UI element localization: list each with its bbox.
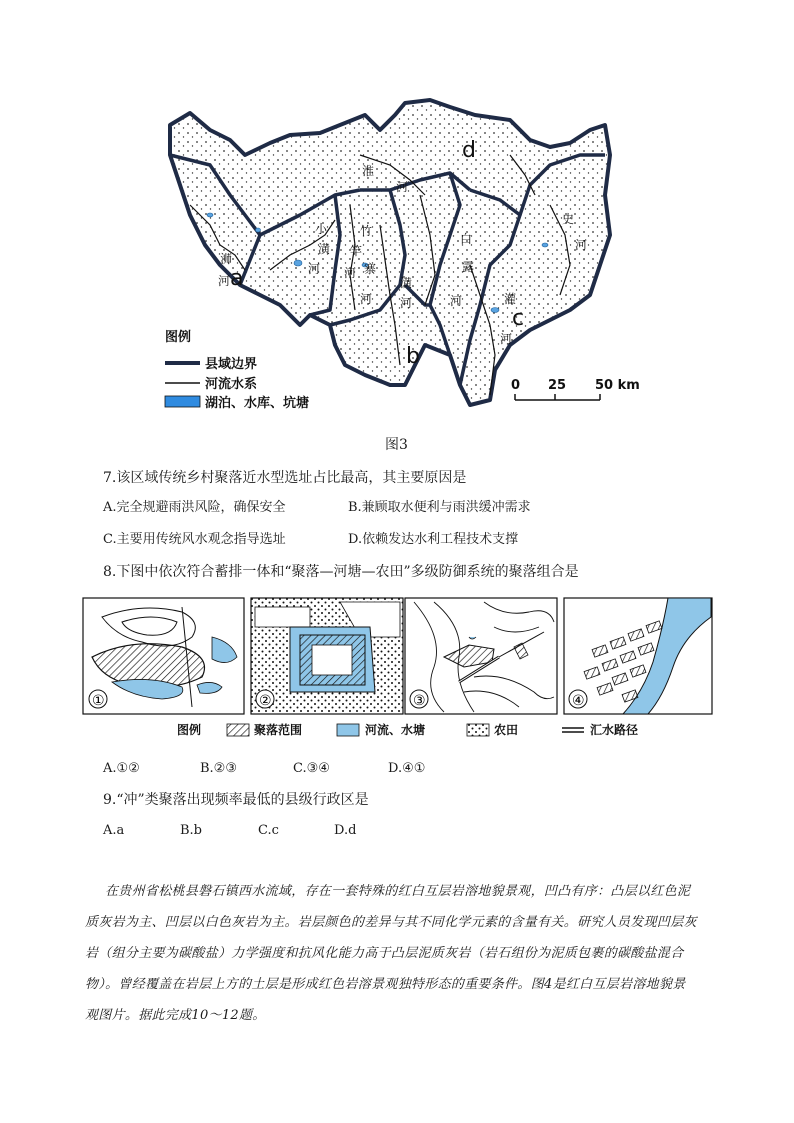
river-label: 小 xyxy=(315,222,328,236)
q8-option-c[interactable]: C.③④ xyxy=(293,761,330,776)
q8-panel-1 xyxy=(83,598,244,714)
region-letter-a: a xyxy=(230,266,244,291)
river-label: 河 xyxy=(500,332,513,346)
passage-line: 物）。曾经覆盖在岩层上方的土层是形成红色岩溶景观独特形态的重要条件。图4是红白互层岩溶地貌景 xyxy=(85,977,686,992)
svg-text:②: ② xyxy=(259,693,272,709)
q8-panel-4 xyxy=(564,598,712,714)
river-label: 河 xyxy=(344,266,357,280)
svg-text:④: ④ xyxy=(572,693,585,709)
region-letter-c: c xyxy=(512,306,525,331)
q8-figures xyxy=(82,597,714,742)
q7-option-d[interactable]: D.依赖发达水利工程技术支撑 xyxy=(348,532,519,547)
river-label: 淮 xyxy=(362,164,375,178)
svg-text:①: ① xyxy=(92,693,105,709)
q8-legend-water: 河流、水塘 xyxy=(365,723,426,737)
svg-text:③: ③ xyxy=(413,693,426,709)
q9-option-a[interactable]: A.a xyxy=(103,823,125,838)
figure3-caption: 图3 xyxy=(385,437,408,453)
river-label: 潢 xyxy=(400,276,413,290)
region-letter-b: b xyxy=(406,344,420,369)
q9-option-d[interactable]: D.d xyxy=(334,823,357,838)
q8-legend-title: 图例 xyxy=(177,723,202,737)
region-letter-d: d xyxy=(462,138,476,163)
map-legend-county: 县域边界 xyxy=(205,357,258,372)
river-label: 河 xyxy=(218,274,231,288)
passage-line: 观图片。据此完成10～12题。 xyxy=(85,1008,266,1023)
river-label: 河 xyxy=(400,296,413,310)
q8-legend-catchment: 汇水路径 xyxy=(590,723,639,737)
river-label: 寨 xyxy=(364,262,377,276)
q7-option-a[interactable]: A.完全规避雨洪风险，确保安全 xyxy=(103,500,286,515)
scale-bar xyxy=(511,378,640,400)
map-legend-title: 图例 xyxy=(165,330,192,345)
river-label: 河 xyxy=(450,294,463,308)
map-legend-river: 河流水系 xyxy=(205,377,258,392)
q9-stem: 9.“冲”类聚落出现频率最低的县级行政区是 xyxy=(103,792,369,808)
q8-legend-settlement: 聚落范围 xyxy=(254,723,303,737)
river-label: 竹 xyxy=(360,224,373,238)
river-label: 河 xyxy=(360,292,373,306)
passage-line: 质灰岩为主、凹层以白色灰岩为主。岩层颜色的差异与其不同化学元素的含量有关。研究人员发现凹层灰 xyxy=(85,915,697,930)
q7-stem: 7.该区域传统乡村聚落近水型选址占比最高，其主要原因是 xyxy=(103,470,467,486)
svg-text:0: 0 xyxy=(511,378,521,393)
river-label: 河 xyxy=(575,238,588,252)
river-label: 白 xyxy=(460,232,473,246)
river-label: 浉 xyxy=(220,252,233,266)
river-label: 史 xyxy=(562,212,575,226)
river-label: 露 xyxy=(462,260,475,274)
q8-stem: 8.下图中依次符合蓄排一体和“聚落—河塘—农田”多级防御系统的聚落组合是 xyxy=(103,564,579,580)
q8-option-d[interactable]: D.④① xyxy=(388,761,426,776)
map-legend-lake: 湖泊、水库、坑塘 xyxy=(205,396,310,411)
q8-panel-3 xyxy=(405,598,557,714)
figure3-map xyxy=(150,95,640,415)
q7-option-b[interactable]: B.兼顾取水便利与雨洪缓冲需求 xyxy=(348,500,531,515)
svg-text:50 km: 50 km xyxy=(595,378,640,393)
river-label: 河 xyxy=(396,180,409,194)
passage-line: 在贵州省松桃县磐石镇西水流域，存在一套特殊的红白互层岩溶地貌景观，凹凸有序：凸层以红色泥 xyxy=(105,884,691,899)
passage xyxy=(85,876,725,1031)
q7-option-c[interactable]: C.主要用传统风水观念指导选址 xyxy=(103,532,286,547)
passage-line: 岩（组分主要为碳酸盐）力学强度和抗风化能力高于凸层泥质灰岩（岩石组份为泥质包裹的碳酸盐混合 xyxy=(85,946,684,961)
river-label: 灌 xyxy=(504,292,517,306)
svg-text:25: 25 xyxy=(548,378,567,393)
river-label: 潢 xyxy=(318,242,331,256)
q9-option-c[interactable]: C.c xyxy=(258,823,279,838)
q9-option-b[interactable]: B.b xyxy=(180,823,203,838)
river-label: 河 xyxy=(308,262,321,276)
q8-panel-2 xyxy=(251,598,403,714)
river-label: 竿 xyxy=(350,244,363,258)
q8-legend-farmland: 农田 xyxy=(494,723,519,737)
q8-option-b[interactable]: B.②③ xyxy=(200,761,237,776)
q8-option-a[interactable]: A.①② xyxy=(103,761,140,776)
